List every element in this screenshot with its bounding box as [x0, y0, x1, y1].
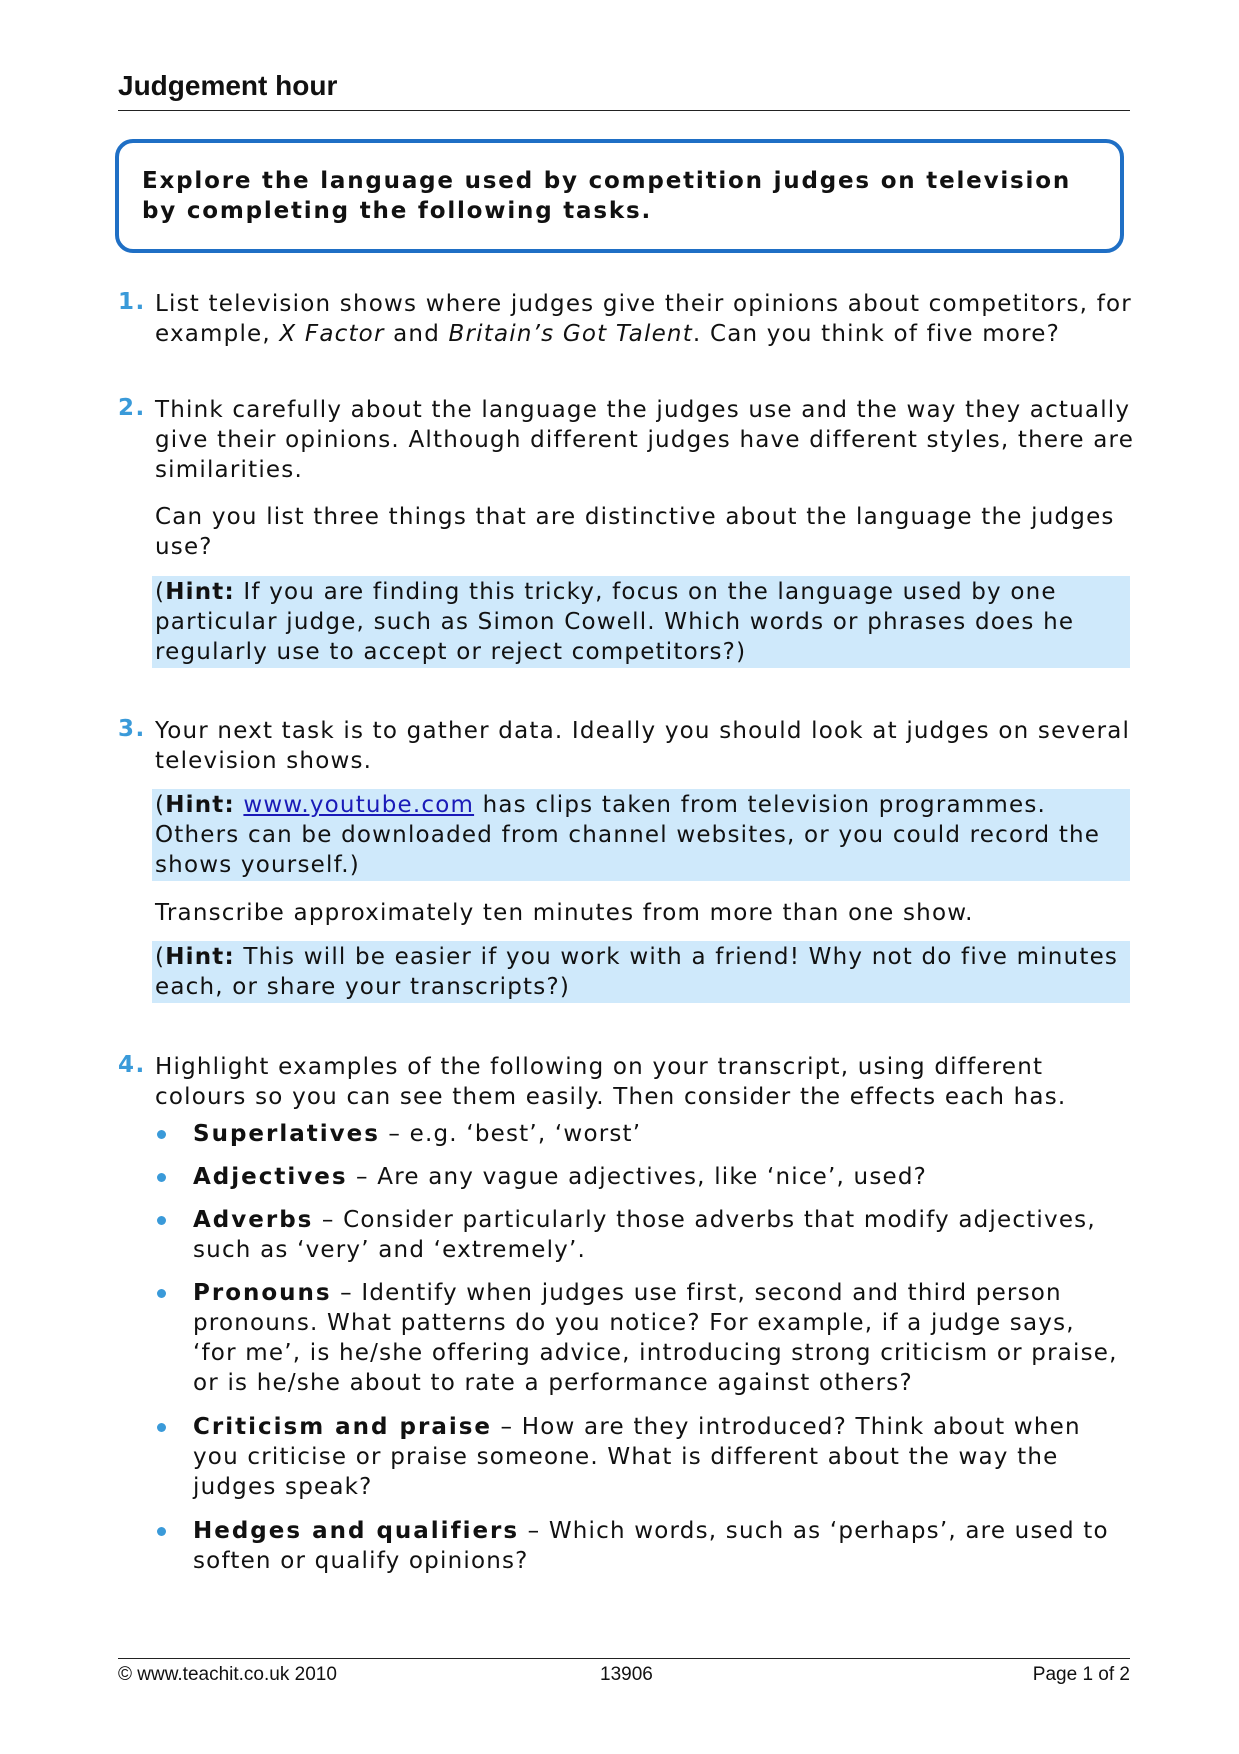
task-1-text-b: and — [384, 321, 449, 347]
task-3-paragraph-2: Transcribe approximately ten minutes from more than one show. — [155, 900, 974, 926]
bullet-term: Adverbs — [193, 1207, 314, 1233]
footer-divider — [118, 1658, 1130, 1659]
hint-paren: ( — [155, 792, 166, 818]
bullet-desc: – e.g. ‘best’, ‘worst’ — [379, 1121, 642, 1147]
bullet-pronouns — [193, 1278, 1123, 1398]
footer-doc-id: 13906 — [600, 1664, 653, 1685]
task-number-1: 1. — [118, 289, 146, 315]
hint-label: Hint: — [165, 579, 235, 605]
bullet-term: Adjectives — [193, 1164, 348, 1190]
bullet-term: Criticism and praise — [193, 1414, 493, 1440]
bullet-term: Pronouns — [193, 1280, 332, 1306]
bullet-icon — [157, 1289, 166, 1298]
bullet-superlatives — [193, 1119, 1123, 1149]
bullet-adjectives — [193, 1162, 1123, 1192]
task-3-hint-2 — [152, 941, 1130, 1003]
task-1-text — [155, 289, 1140, 349]
bullet-desc: – How are they introduced? Think about when you criticise or praise someone. What is different about the way the judges speak? — [193, 1414, 1081, 1500]
show-title-bgt: Britain’s Got Talent — [448, 321, 693, 347]
bullet-desc: – Which words, such as ‘perhaps’, are used to soften or qualify opinions? — [193, 1518, 1109, 1574]
bullet-icon — [157, 1173, 166, 1182]
task-number-4: 4. — [118, 1052, 146, 1078]
task-1-text-c: . Can you think of five more? — [692, 321, 1060, 347]
task-2-hint — [152, 576, 1130, 668]
hint-label: Hint: — [165, 792, 235, 818]
bullet-adverbs — [193, 1205, 1123, 1265]
page-title: Judgement hour — [118, 70, 338, 101]
task-4-paragraph: Highlight examples of the following on your transcript, using different colours so you can see them easily. Then consider the effects each has. — [155, 1054, 1067, 1110]
bullet-desc: – Consider particularly those adverbs that modify adjectives, such as ‘very’ and ‘extremely’. — [193, 1207, 1096, 1263]
task-3-paragraph-1: Your next task is to gather data. Ideally you should look at judges on several television shows. — [155, 718, 1131, 774]
intro-text: Explore the language used by competition judges on television by completing the following tasks. — [142, 168, 1071, 224]
bullet-hedges — [193, 1516, 1123, 1576]
bullet-icon — [157, 1130, 166, 1139]
title-divider — [118, 110, 1130, 111]
task-2-paragraph-2: Can you list three things that are distinctive about the language the judges use? — [155, 504, 1115, 560]
task-3-hint-1 — [152, 789, 1130, 881]
task-number-2: 2. — [118, 395, 146, 421]
hint-text: If you are finding this tricky, focus on the language used by one particular judge, such as Simon Cowell. Which words or phrases does he regularly use to accept or reject competitors?) — [155, 579, 1075, 665]
footer-page-number: Page 1 of 2 — [1032, 1664, 1130, 1685]
bullet-icon — [157, 1216, 166, 1225]
task-2-paragraph-1: Think carefully about the language the judges use and the way they actually give their opinions. Although different judges have different styles, there are similarities. — [155, 397, 1135, 483]
youtube-link[interactable]: www.youtube.com — [243, 792, 475, 818]
bullet-criticism-praise — [193, 1412, 1123, 1502]
bullet-desc: – Are any vague adjectives, like ‘nice’, used? — [347, 1164, 928, 1190]
task-number-3: 3. — [118, 716, 146, 742]
hint-paren: ( — [155, 944, 166, 970]
hint-label: Hint: — [165, 944, 235, 970]
show-title-x-factor: X Factor — [279, 321, 385, 347]
bullet-icon — [157, 1423, 166, 1432]
hint-paren: ( — [155, 579, 166, 605]
bullet-desc: – Identify when judges use first, second and third person pronouns. What patterns do you notice? For example, if a judge says, ‘for me’, is he/she offering advice, introducing strong criticism or praise, or is he/she about to rate a performance against others? — [193, 1280, 1118, 1396]
hint-text: has clips taken from television programmes. Others can be downloaded from channel websites, or you could record the shows yourself.) — [155, 792, 1101, 878]
bullet-term: Superlatives — [193, 1121, 380, 1147]
hint-text: This will be easier if you work with a friend! Why not do five minutes each, or share your transcripts?) — [155, 944, 1119, 1000]
bullet-term: Hedges and qualifiers — [193, 1518, 520, 1544]
footer-copyright: © www.teachit.co.uk 2010 — [118, 1664, 337, 1685]
task-1-text-a: List television shows where judges give their opinions about competitors, for example, — [155, 291, 1132, 347]
bullet-icon — [157, 1527, 166, 1536]
